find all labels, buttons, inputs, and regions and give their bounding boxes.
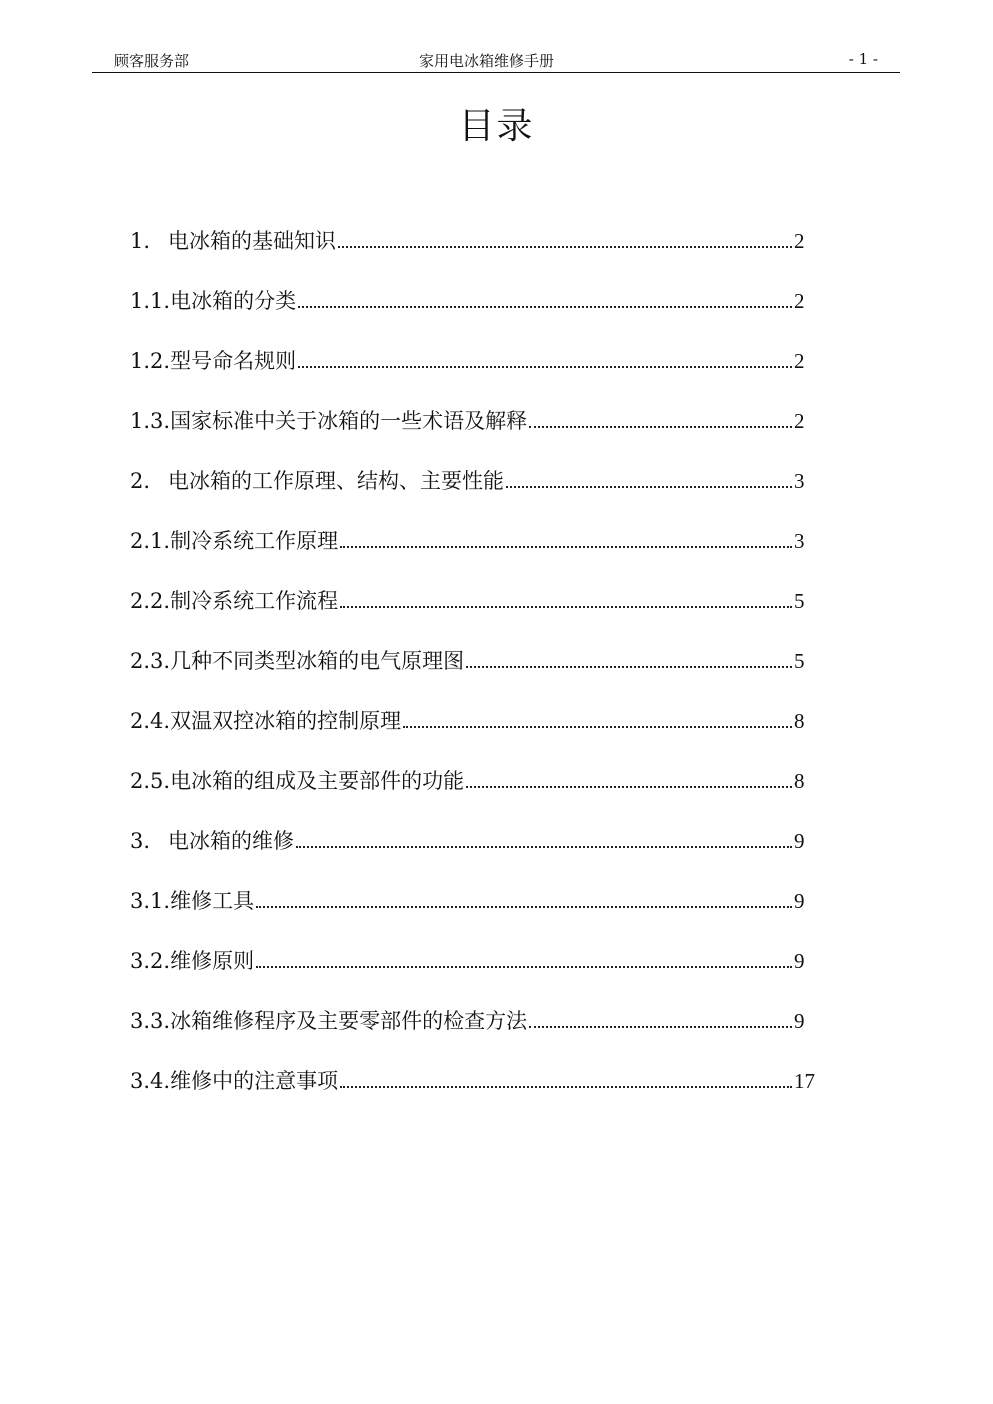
dot-leader: [340, 606, 792, 608]
dot-leader: [529, 1026, 792, 1028]
toc-entry-label: 国家标准中关于冰箱的一些术语及解释: [170, 409, 528, 433]
toc-entry-number: 3.: [130, 829, 151, 853]
toc-entry-page: 17: [794, 1069, 815, 1093]
dot-leader: [256, 966, 792, 968]
toc-entry-page: 9: [794, 829, 805, 853]
toc-entry[interactable]: [130, 585, 820, 645]
dot-leader: [466, 666, 792, 668]
toc-entry-page: 9: [794, 889, 805, 913]
toc-entry-label: 制冷系统工作流程: [170, 589, 339, 613]
toc-entry-number: 2.2.: [130, 589, 171, 613]
toc-entry-number: 1.2.: [130, 349, 171, 373]
toc-entry-label: 电冰箱的组成及主要部件的功能: [170, 769, 465, 793]
dot-leader: [256, 906, 792, 908]
toc-entry[interactable]: [130, 705, 820, 765]
table-of-contents: [130, 225, 820, 1125]
toc-entry-number: 3.4.: [130, 1069, 171, 1093]
toc-entry[interactable]: [130, 285, 820, 345]
dot-leader: [466, 786, 792, 788]
page-header: [92, 46, 900, 73]
dot-leader: [340, 546, 792, 548]
toc-entry[interactable]: [130, 525, 820, 585]
toc-entry[interactable]: [130, 765, 820, 825]
toc-entry[interactable]: [130, 345, 820, 405]
toc-entry-page: 2: [794, 289, 805, 313]
dot-leader: [340, 1086, 792, 1088]
header-department: 顾客服务部: [114, 52, 190, 70]
toc-entry-label: 电冰箱的分类: [170, 289, 297, 313]
toc-entry[interactable]: [130, 405, 820, 465]
dot-leader: [298, 306, 792, 308]
toc-entry[interactable]: [130, 465, 820, 525]
header-document-title: 家用电冰箱维修手册: [419, 52, 555, 70]
toc-entry-page: 3: [794, 529, 805, 553]
toc-entry-page: 9: [794, 1009, 805, 1033]
toc-entry[interactable]: [130, 225, 820, 285]
toc-entry-number: 2.5.: [130, 769, 171, 793]
toc-entry-page: 9: [794, 949, 805, 973]
toc-entry-number: 3.3.: [130, 1009, 171, 1033]
toc-entry[interactable]: [130, 945, 820, 1005]
toc-entry-page: 2: [794, 349, 805, 373]
toc-entry-number: 2.4.: [130, 709, 171, 733]
toc-entry[interactable]: [130, 1005, 820, 1065]
toc-entry-label: 制冷系统工作原理: [170, 529, 339, 553]
toc-entry-label: 维修中的注意事项: [170, 1069, 339, 1093]
toc-entry-label: 维修原则: [170, 949, 255, 973]
toc-entry[interactable]: [130, 1065, 820, 1125]
dot-leader: [296, 846, 792, 848]
toc-entry-number: 2.3.: [130, 649, 171, 673]
page-title: 目录: [458, 106, 535, 147]
dot-leader: [403, 726, 792, 728]
toc-entry-label: 几种不同类型冰箱的电气原理图: [170, 649, 465, 673]
toc-entry-number: 1.3.: [130, 409, 171, 433]
toc-entry-page: 2: [794, 409, 805, 433]
toc-entry[interactable]: [130, 645, 820, 705]
toc-entry-number: 1.: [130, 229, 151, 253]
header-page-number: - 1 -: [848, 50, 878, 68]
toc-entry-number: 2.1.: [130, 529, 171, 553]
toc-entry-label: 双温双控冰箱的控制原理: [170, 709, 402, 733]
toc-entry-page: 3: [794, 469, 805, 493]
toc-entry-number: 3.2.: [130, 949, 171, 973]
toc-entry-label: 电冰箱的工作原理、结构、主要性能: [168, 469, 504, 493]
toc-entry-page: 5: [794, 589, 805, 613]
toc-entry-page: 5: [794, 649, 805, 673]
dot-leader: [338, 246, 792, 248]
toc-entry[interactable]: [130, 885, 820, 945]
toc-entry-page: 8: [794, 709, 805, 733]
dot-leader: [506, 486, 792, 488]
toc-entry-page: 8: [794, 769, 805, 793]
toc-entry-label: 维修工具: [170, 889, 255, 913]
dot-leader: [298, 366, 792, 368]
toc-entry-number: 3.1.: [130, 889, 171, 913]
toc-entry-number: 1.1.: [130, 289, 171, 313]
toc-entry-label: 电冰箱的维修: [168, 829, 294, 853]
toc-entry-number: 2.: [130, 469, 151, 493]
toc-entry-label: 冰箱维修程序及主要零部件的检查方法: [170, 1009, 528, 1033]
toc-entry-label: 电冰箱的基础知识: [168, 229, 336, 253]
dot-leader: [529, 426, 792, 428]
toc-entry[interactable]: [130, 825, 820, 885]
toc-entry-page: 2: [794, 229, 805, 253]
toc-entry-label: 型号命名规则: [170, 349, 297, 373]
